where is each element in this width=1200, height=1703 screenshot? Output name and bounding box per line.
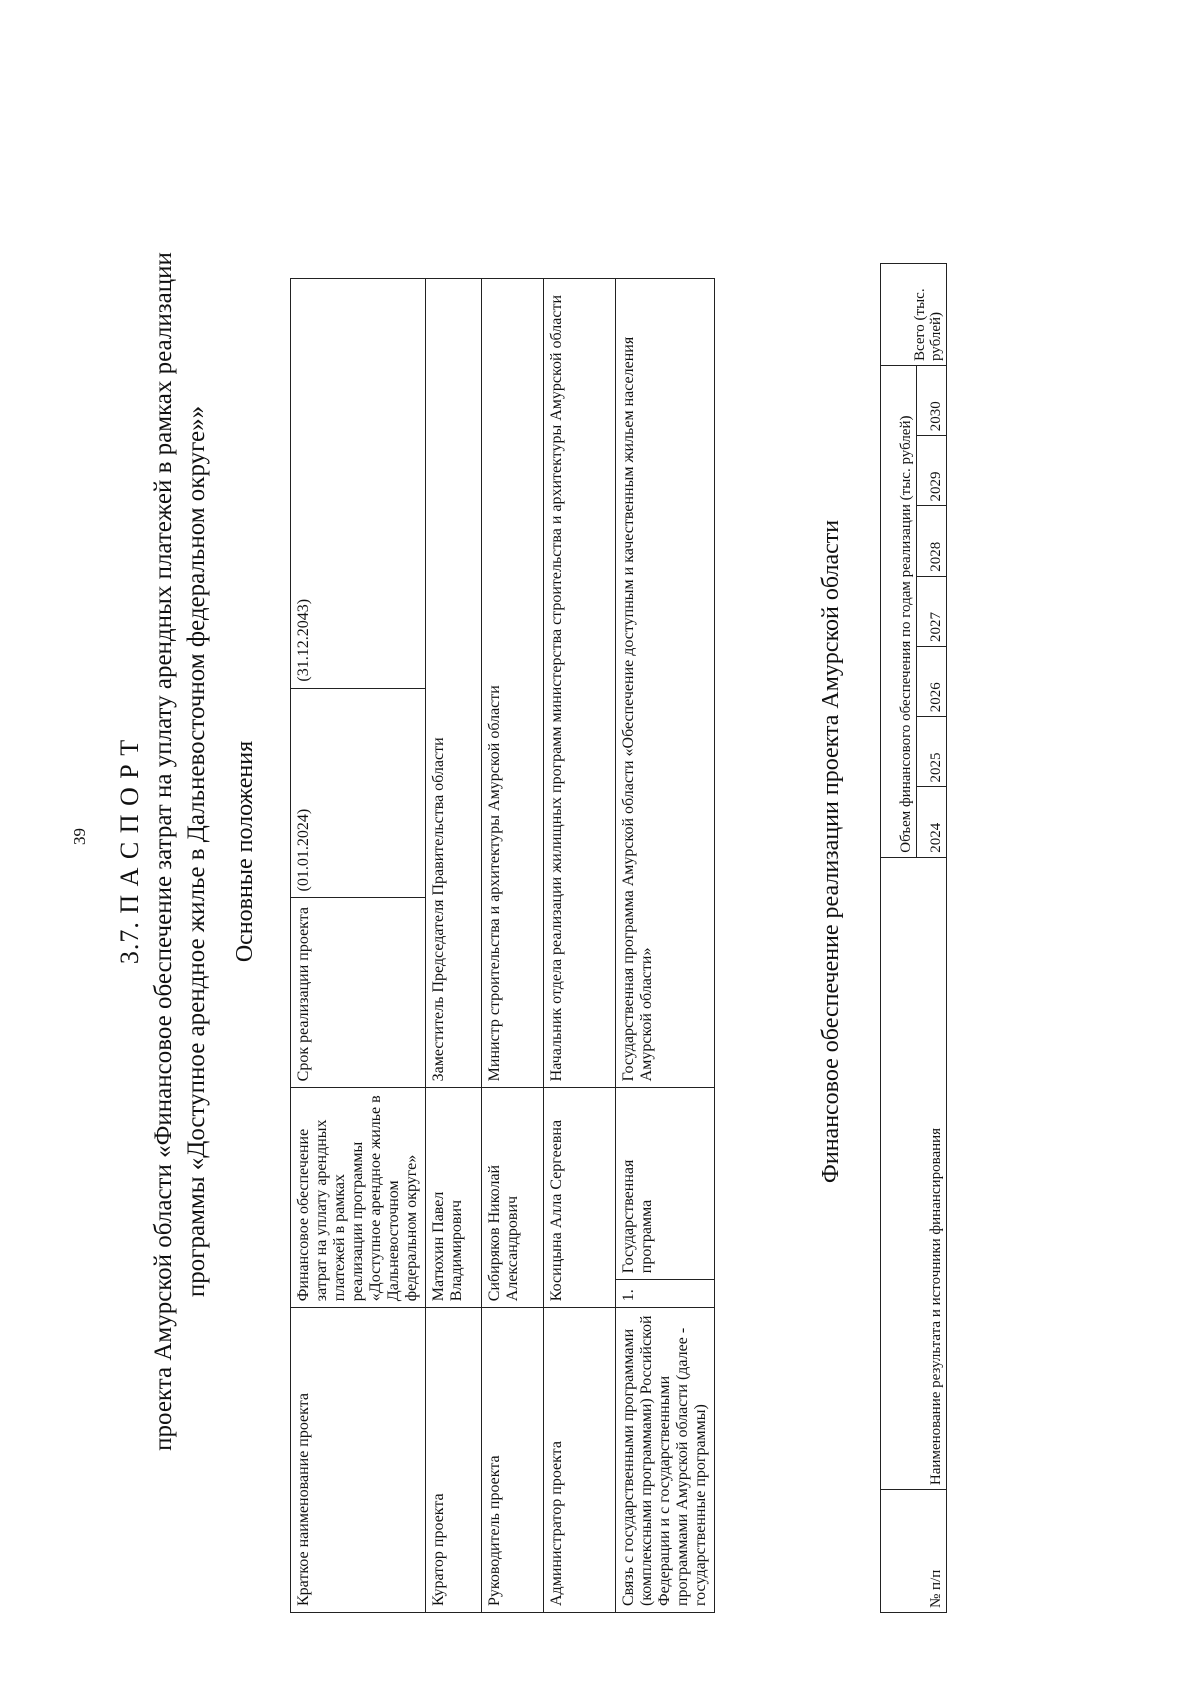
- finance-header-row: [881, 264, 917, 1613]
- term-start: (01.01.2024): [291, 688, 426, 898]
- year-2026: 2026: [917, 647, 947, 717]
- year-2028: 2028: [917, 506, 947, 576]
- basic-provisions-table: [290, 278, 715, 1613]
- page-number: 39: [70, 828, 89, 845]
- link-type: Государственная программа: [616, 1088, 715, 1280]
- head-position: Министр строительства и архитектуры Амурской области: [482, 279, 544, 1088]
- year-2029: 2029: [917, 436, 947, 506]
- year-2027: 2027: [917, 576, 947, 646]
- table-row: [616, 279, 715, 1613]
- document-subtitle-line-1: проекта Амурской области «Финансовое обеспечение затрат на уплату арендных платежей в рамках реализации: [150, 252, 177, 1451]
- finance-col-number: № п/п: [881, 1490, 947, 1613]
- year-2024: 2024: [917, 787, 947, 857]
- table-row: [544, 279, 616, 1613]
- section-title-finance: Финансовое обеспечение реализации проекта Амурской области: [818, 519, 844, 1184]
- year-2030: 2030: [917, 366, 947, 436]
- curator-position: Заместитель Председателя Правительства области: [426, 279, 482, 1088]
- document-heading: 3.7. П А С П О Р Т: [115, 738, 144, 965]
- head-name: Сибиряков Николай Александрович: [482, 1088, 544, 1308]
- link-number: 1.: [616, 1280, 715, 1308]
- short-name-value: Финансовое обеспечение затрат на уплату арендных платежей в рамках реализации программы «Доступное арендное жилье в Дальневосточном федеральном округе»: [291, 1088, 426, 1308]
- curator-label: Куратор проекта: [426, 1308, 482, 1613]
- short-name-label: Краткое наименование проекта: [291, 1308, 426, 1613]
- finance-col-volume: Объем финансового обеспечения по годам реализации (тыс. рублей): [881, 366, 917, 858]
- table-row: [291, 279, 426, 1613]
- term-end: (31.12.2043): [291, 279, 426, 689]
- link-value: Государственная программа Амурской области «Обеспечение доступным и качественным жильем населения Амурской области»: [616, 279, 715, 1088]
- admin-position: Начальник отдела реализации жилищных программ министерства строительства и архитектуры Амурской области: [544, 279, 616, 1088]
- head-label: Руководитель проекта: [482, 1308, 544, 1613]
- link-label: Связь с государственными программами (комплексными программами) Российской Федерации и с государственными программами Амурской области (далее - государственные программы): [616, 1308, 715, 1613]
- admin-label: Администратор проекта: [544, 1308, 616, 1613]
- finance-col-name: Наименование результата и источники финансирования: [881, 857, 947, 1489]
- admin-name: Косицына Алла Сергеевна: [544, 1088, 616, 1308]
- table-row: [426, 279, 482, 1613]
- table-row: [482, 279, 544, 1613]
- curator-name: Матюхин Павел Владимирович: [426, 1088, 482, 1308]
- section-title-basic: Основные положения: [232, 740, 258, 963]
- document-subtitle-line-2: программы «Доступное арендное жилье в Дальневосточном федеральном округе»»: [183, 405, 210, 1298]
- finance-col-total: Всего (тыс. рублей): [881, 264, 947, 366]
- term-label: Срок реализации проекта: [291, 898, 426, 1088]
- year-2025: 2025: [917, 717, 947, 787]
- finance-table: [880, 263, 947, 1613]
